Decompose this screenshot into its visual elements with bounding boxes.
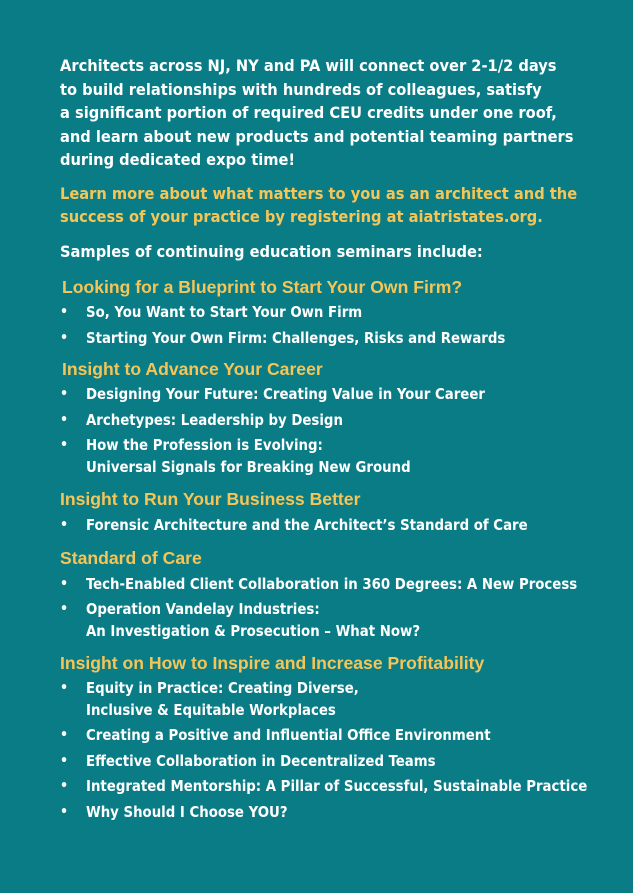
seminar-item xyxy=(60,599,605,642)
bullet-icon: • xyxy=(60,437,69,453)
seminar-item xyxy=(60,751,605,773)
bullet-icon: • xyxy=(60,601,69,617)
seminar-section xyxy=(60,488,605,537)
bullet-icon: • xyxy=(60,517,69,533)
seminar-title-continued: Inclusive & Equitable Workplaces xyxy=(86,701,336,719)
section-heading: Insight to Advance Your Career xyxy=(62,359,323,379)
bullet-icon: • xyxy=(60,727,69,743)
seminar-section xyxy=(60,547,605,643)
section-heading: Insight on How to Inspire and Increase Profitability xyxy=(60,653,485,673)
cta-line: success of your practice by registering at aiatristates.org. xyxy=(60,207,543,226)
registration-call-to-action xyxy=(60,182,605,229)
seminar-title: How the Profession is Evolving: xyxy=(86,437,323,454)
seminar-title: Designing Your Future: Creating Value in Your Career xyxy=(86,386,485,403)
seminar-item xyxy=(60,435,605,478)
cta-line: Learn more about what matters to you as an architect and the xyxy=(60,183,578,203)
seminar-list xyxy=(60,678,605,823)
seminar-title-continued: An Investigation & Prosecution – What Now? xyxy=(86,622,421,640)
intro-paragraph xyxy=(60,54,605,172)
seminar-title: Effective Collaboration in Decentralized Teams xyxy=(86,752,436,770)
seminar-item xyxy=(60,328,605,350)
seminar-title: Integrated Mentorship: A Pillar of Successful, Sustainable Practice xyxy=(86,778,588,795)
bullet-icon: • xyxy=(60,778,69,794)
bullet-icon: • xyxy=(60,329,69,346)
seminar-title: Equity in Practice: Creating Diverse, xyxy=(86,680,359,697)
seminar-item xyxy=(60,384,605,406)
seminar-section xyxy=(60,276,605,349)
section-heading: Looking for a Blueprint to Start Your Own Firm? xyxy=(62,277,463,297)
seminar-title: Why Should I Choose YOU? xyxy=(86,803,288,821)
seminar-title: Operation Vandelay Industries: xyxy=(86,601,320,618)
bullet-icon: • xyxy=(60,680,69,696)
intro-line: a significant portion of required CEU credits under one roof, xyxy=(60,103,557,122)
seminar-item xyxy=(60,802,605,824)
section-heading: Standard of Care xyxy=(60,547,202,568)
bullet-icon: • xyxy=(60,752,69,769)
seminar-item xyxy=(60,410,605,432)
seminar-item xyxy=(60,725,605,747)
seminar-list xyxy=(60,302,605,349)
intro-line: to build relationships with hundreds of colleagues, satisfy xyxy=(60,79,542,99)
seminar-title: So, You Want to Start Your Own Firm xyxy=(86,304,363,321)
seminar-item xyxy=(60,776,605,798)
seminar-section xyxy=(60,652,605,823)
seminar-title: Creating a Positive and Influential Office Environment xyxy=(86,727,491,744)
intro-line: during dedicated expo time! xyxy=(60,150,296,169)
seminar-title: Forensic Architecture and the Architect’s Standard of Care xyxy=(86,517,528,534)
seminar-title: Starting Your Own Firm: Challenges, Risks and Rewards xyxy=(86,329,506,347)
seminar-list xyxy=(60,515,605,537)
section-heading: Insight to Run Your Business Better xyxy=(60,489,361,509)
bullet-icon: • xyxy=(60,304,69,320)
seminar-title: Tech-Enabled Client Collaboration in 360 Degrees: A New Process xyxy=(86,575,578,593)
bullet-icon: • xyxy=(60,386,69,402)
seminar-title-continued: Universal Signals for Breaking New Ground xyxy=(86,458,411,476)
seminar-flyer xyxy=(60,54,605,823)
seminar-title: Archetypes: Leadership by Design xyxy=(86,411,343,429)
bullet-icon: • xyxy=(60,411,69,428)
seminar-section xyxy=(60,358,605,478)
seminar-item xyxy=(60,515,605,537)
seminar-item xyxy=(60,678,605,721)
seminar-item xyxy=(60,574,605,596)
samples-label: Samples of continuing education seminars include: xyxy=(60,241,483,261)
intro-line: Architects across NJ, NY and PA will connect over 2-1/2 days xyxy=(60,56,557,75)
intro-line: and learn about new products and potential teaming partners xyxy=(60,126,574,146)
seminar-list xyxy=(60,384,605,478)
seminar-item xyxy=(60,302,605,324)
bullet-icon: • xyxy=(60,803,69,820)
seminar-list xyxy=(60,574,605,643)
bullet-icon: • xyxy=(60,575,69,592)
